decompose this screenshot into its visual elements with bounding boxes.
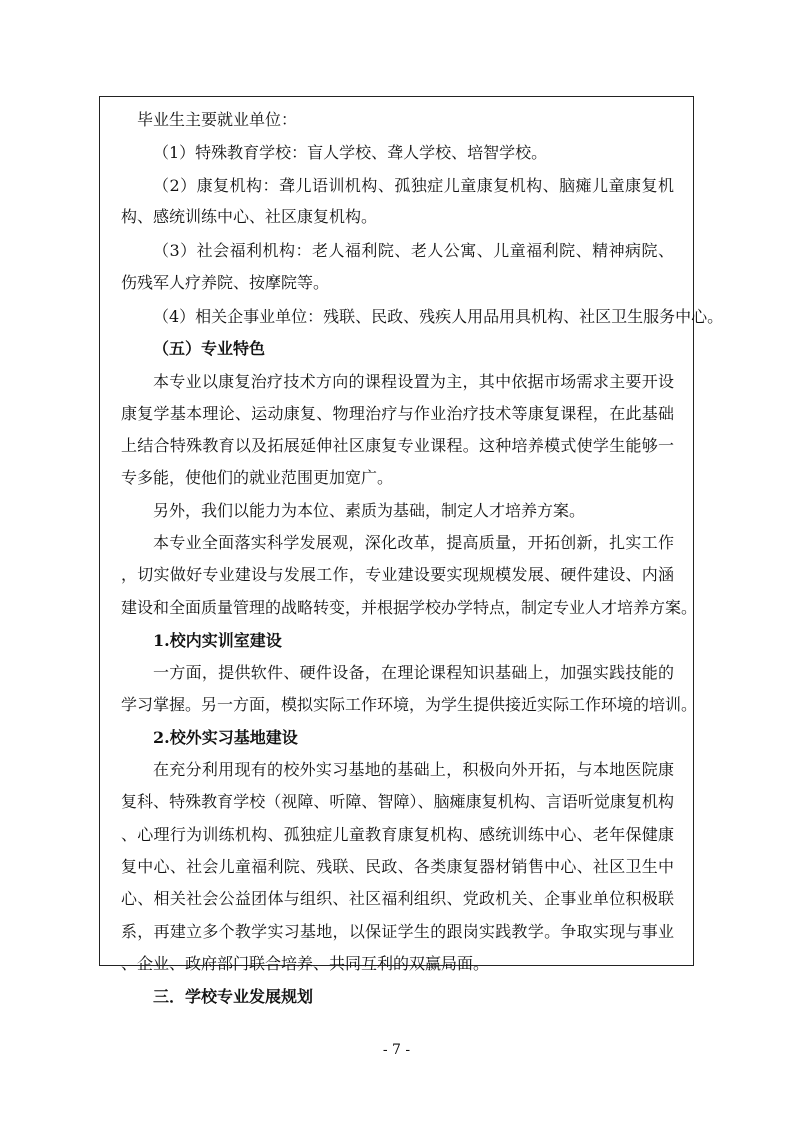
content-frame (99, 96, 724, 1006)
employers-item-3-line-1: （3）社会福利机构：老人福利院、老人公寓、儿童福利院、精神病院、 (153, 241, 675, 260)
employers-item-3-line-2: 伤残军人疗养院、按摩院等。 (121, 273, 330, 292)
features-paragraph-1-line-2: 康复学基本理论、运动康复、物理治疗与作业治疗技术等康复课程，在此基础 (121, 404, 675, 423)
internship-base-paragraph-line-6: 系，再建立多个教学实习基地，以保证学生的跟岗实践教学。争取实现与事业 (121, 922, 675, 941)
page-number: - 7 - (382, 1042, 411, 1058)
internship-base-paragraph-line-7: 、企业、政府部门联合培养、共同互利的双赢局面。 (121, 954, 490, 973)
features-paragraph-1-line-3: 上结合特殊教育以及拓展延伸社区康复专业课程。这种培养模式使学生能够一 (121, 436, 675, 455)
internship-base-heading-line-1: 2.校外实习基地建设 (153, 728, 298, 747)
employers-intro-line-1: 毕业生主要就业单位： (137, 110, 298, 129)
employers-item-1-line-1: （1）特殊教育学校：盲人学校、聋人学校、培智学校。 (153, 143, 548, 162)
features-heading-line-1: （五）专业特色 (153, 339, 266, 358)
internship-base-paragraph-line-5: 心、相关社会公益团体与组织、社区福利组织、党政机关、企事业单位积极联 (121, 889, 675, 908)
internship-base-paragraph-line-1: 在充分利用现有的校外实习基地的基础上，积极向外开拓，与本地医院康 (153, 760, 675, 779)
features-paragraph-3-line-1: 本专业全面落实科学发展观，深化改革，提高质量，开拓创新，扎实工作 (153, 533, 675, 552)
employers-item-2-line-2: 构、感统训练中心、社区康复机构。 (121, 207, 378, 226)
employers-item-2-line-1: （2）康复机构：聋儿语训机构、孤独症儿童康复机构、脑瘫儿童康复机 (153, 176, 675, 195)
development-plan-heading-line-1: 三．学校专业发展规划 (153, 987, 314, 1006)
internship-base-paragraph-line-4: 复中心、社会儿童福利院、残联、民政、各类康复器材销售中心、社区卫生中 (121, 857, 675, 876)
internship-base-paragraph-line-3: 、心理行为训练机构、孤独症儿童教育康复机构、感统训练中心、老年保健康 (121, 825, 675, 844)
employers-item-4-line-1: （4）相关企事业单位：残联、民政、残疾人用品用具机构、社区卫生服务中心。 (153, 307, 724, 326)
training-room-paragraph-line-2: 学习掌握。另一方面，模拟实际工作环境，为学生提供接近实际工作环境的培训。 (121, 695, 698, 714)
internship-base-paragraph-line-2: 复科、特殊教育学校（视障、听障、智障）、脑瘫康复机构、言语听觉康复机构 (121, 792, 675, 811)
features-paragraph-2-line-1: 另外，我们以能力为本位、素质为基础，制定人才培养方案。 (153, 501, 586, 520)
features-paragraph-1-line-4: 专多能，使他们的就业范围更加宽广。 (121, 468, 394, 487)
features-paragraph-1-line-1: 本专业以康复治疗技术方向的课程设置为主，其中依据市场需求主要开设 (153, 372, 675, 391)
training-room-paragraph-line-1: 一方面，提供软件、硬件设备，在理论课程知识基础上，加强实践技能的 (153, 663, 675, 682)
training-room-heading-line-1: 1.校内实训室建设 (153, 631, 282, 650)
features-paragraph-3-line-3: 建设和全面质量管理的战略转变，并根据学校办学特点，制定专业人才培养方案。 (121, 598, 698, 617)
features-paragraph-3-line-2: ，切实做好专业建设与发展工作，专业建设要实现规模发展、硬件建设、内涵 (121, 565, 675, 584)
